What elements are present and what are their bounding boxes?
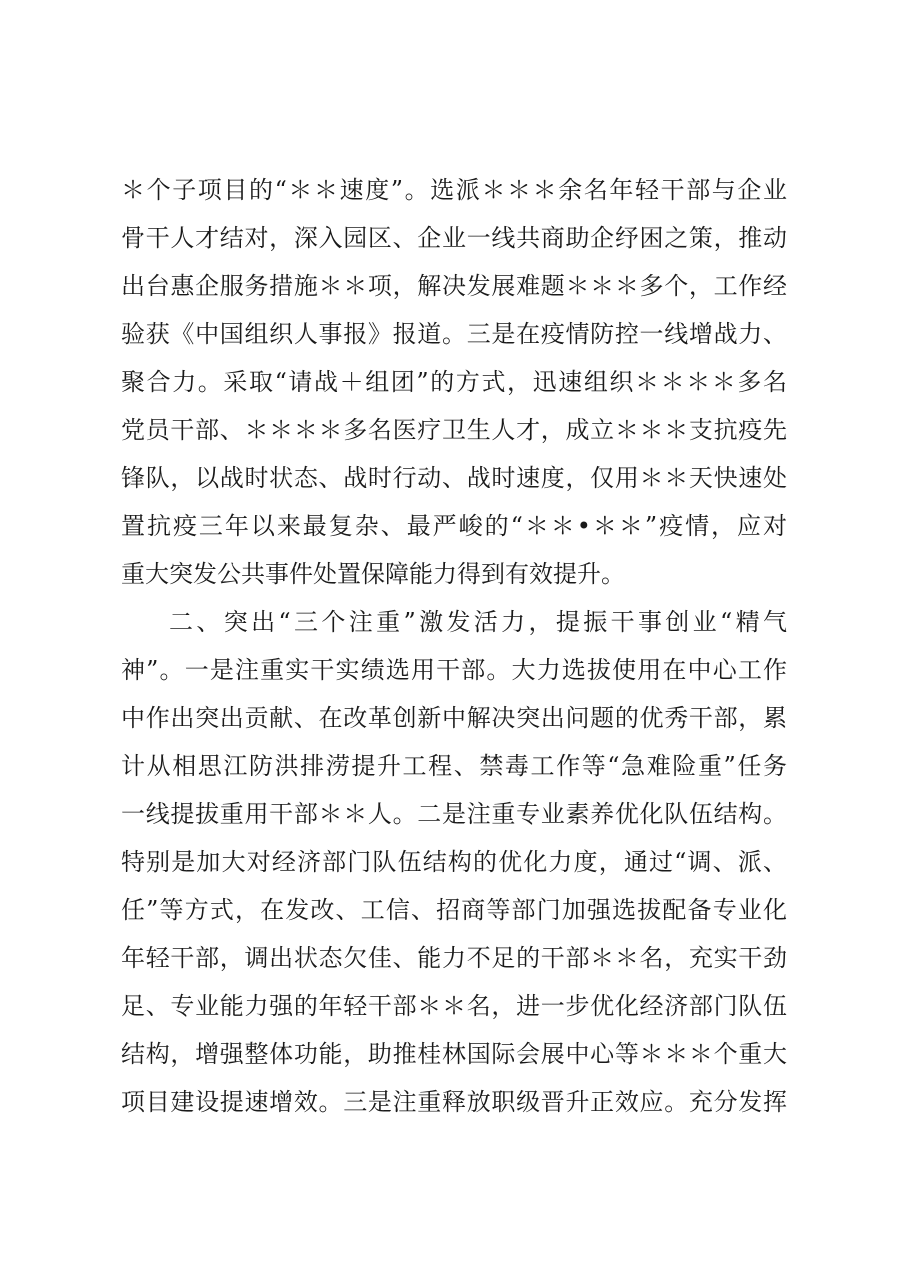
text-line: 任”等方式，在发改、工信、招商等部门加强选拔配备专业化 bbox=[121, 896, 787, 924]
text-line: 年轻干部，调出状态欠佳、能力不足的干部＊＊名，充实干劲 bbox=[121, 944, 787, 972]
text-line: 出台惠企服务措施＊＊项，解决发展难题＊＊＊多个，工作经 bbox=[121, 272, 787, 300]
text-line: 聚合力。采取“请战＋组团”的方式，迅速组织＊＊＊＊多名 bbox=[121, 368, 787, 396]
text-line: 中作出突出贡献、在改革创新中解决突出问题的优秀干部，累 bbox=[121, 704, 787, 732]
text-line: 锋队，以战时状态、战时行动、战时速度，仅用＊＊天快速处 bbox=[121, 464, 787, 492]
text-line: 项目建设提速增效。三是注重释放职级晋升正效应。充分发挥 bbox=[121, 1088, 787, 1116]
text-line: 结构，增强整体功能，助推桂林国际会展中心等＊＊＊个重大 bbox=[121, 1040, 787, 1068]
text-line: ＊个子项目的“＊＊速度”。选派＊＊＊余名年轻干部与企业 bbox=[121, 176, 787, 204]
text-line: 神”。一是注重实干实绩选用干部。大力选拔使用在中心工作 bbox=[121, 656, 787, 684]
text-line: 骨干人才结对，深入园区、企业一线共商助企纾困之策，推动 bbox=[121, 224, 787, 252]
text-line: 党员干部、＊＊＊＊多名医疗卫生人才，成立＊＊＊支抗疫先 bbox=[121, 416, 787, 444]
text-line: 足、专业能力强的年轻干部＊＊名，进一步优化经济部门队伍 bbox=[121, 992, 787, 1020]
text-line: 特别是加大对经济部门队伍结构的优化力度，通过“调、派、 bbox=[121, 848, 787, 876]
text-line: 置抗疫三年以来最复杂、最严峻的“＊＊•＊＊”疫情，应对 bbox=[121, 512, 787, 540]
text-line: 计从相思江防洪排涝提升工程、禁毒工作等“急难险重”任务 bbox=[121, 752, 787, 780]
text-line: 重大突发公共事件处置保障能力得到有效提升。 bbox=[121, 560, 625, 588]
body-text bbox=[121, 166, 787, 1126]
section-heading-line: 二、突出“三个注重”激发活力，提振干事创业“精气 bbox=[169, 608, 787, 636]
text-line: 验获《中国组织人事报》报道。三是在疫情防控一线增战力、 bbox=[121, 320, 787, 348]
text-line: 一线提拔重用干部＊＊人。二是注重专业素养优化队伍结构。 bbox=[121, 800, 787, 828]
